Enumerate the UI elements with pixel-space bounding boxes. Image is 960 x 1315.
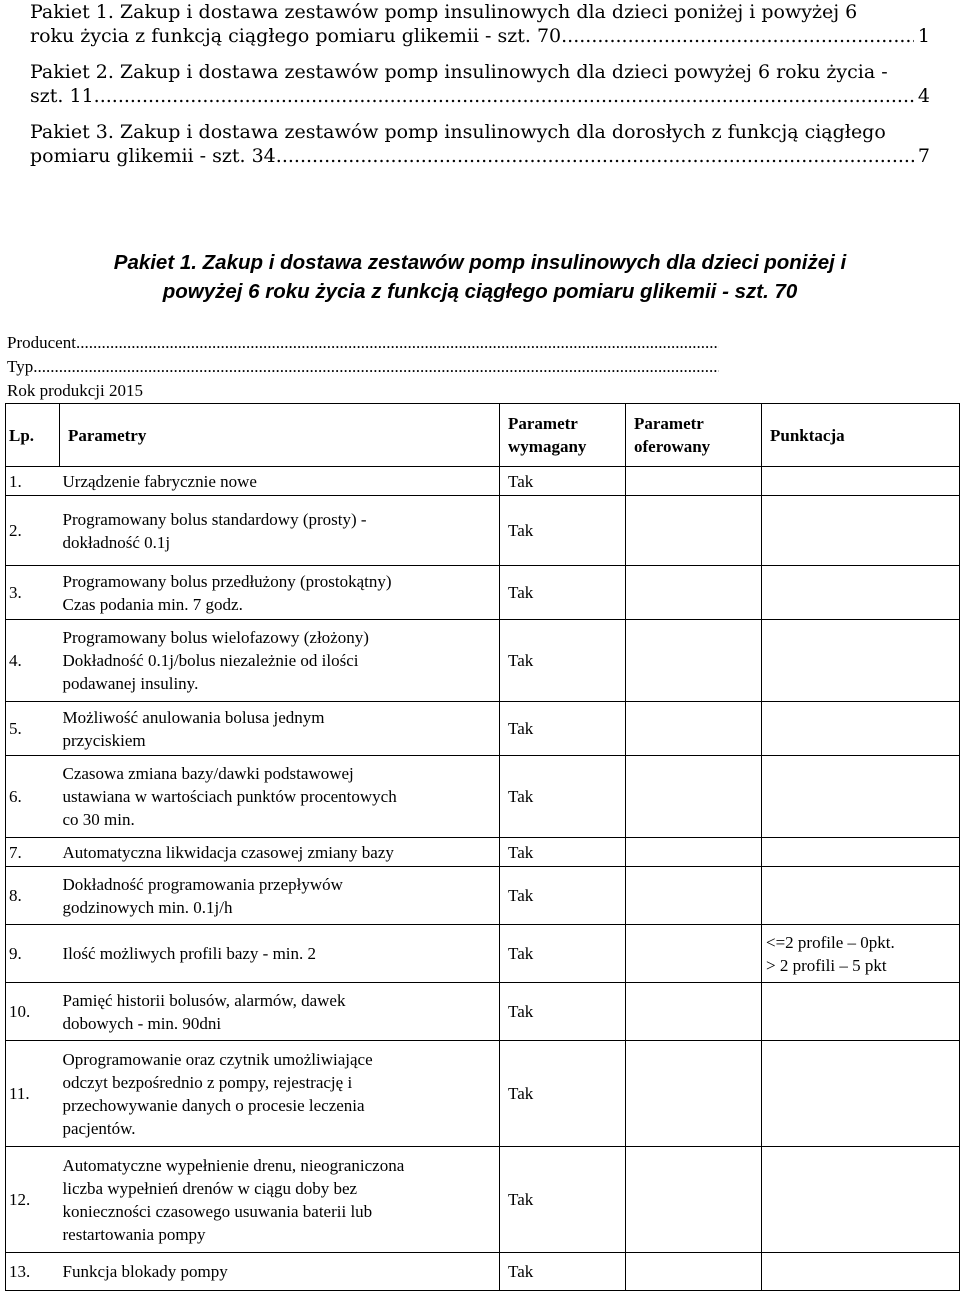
cell-parametr-oferowany[interactable] bbox=[626, 496, 762, 566]
toc-page-number: 1 bbox=[917, 25, 930, 47]
cell-text-line: Czas podania min. 7 godz. bbox=[62, 594, 243, 614]
cell-text-line: Automatyczna likwidacja czasowej zmiany bazy bbox=[62, 842, 394, 862]
table-row bbox=[6, 620, 960, 702]
cell-text-line: przechowywanie danych o procesie leczenia bbox=[62, 1095, 365, 1115]
cell-parametry bbox=[60, 467, 500, 496]
toc-dot-leader bbox=[561, 24, 914, 48]
table-row bbox=[6, 1253, 960, 1291]
cell-parametr-wymagany: Tak bbox=[500, 467, 626, 496]
cell-parametr-wymagany: Tak bbox=[500, 566, 626, 620]
cell-lp: 2. bbox=[6, 496, 60, 566]
cell-parametr-oferowany[interactable] bbox=[626, 983, 762, 1041]
cell-text-line: godzinowych min. 0.1j/h bbox=[62, 897, 233, 917]
cell-parametry bbox=[60, 1041, 500, 1147]
toc-entry-text-line: szt. 11 bbox=[30, 85, 94, 107]
cell-parametr-wymagany: Tak bbox=[500, 702, 626, 756]
cell-text-line: przyciskiem bbox=[62, 730, 146, 750]
cell-parametr-wymagany: Tak bbox=[500, 983, 626, 1041]
cell-parametr-oferowany[interactable] bbox=[626, 756, 762, 838]
cell-text-line: liczba wypełnień drenów w ciągu doby bez bbox=[62, 1178, 358, 1198]
cell-text-line: Oprogramowanie oraz czytnik umożliwiające bbox=[62, 1049, 373, 1069]
cell-text-line: Dokładność programowania przepływów bbox=[62, 874, 343, 894]
cell-parametr-oferowany[interactable] bbox=[626, 925, 762, 983]
cell-punktacja bbox=[762, 983, 960, 1041]
cell-text-line: dobowych - min. 90dni bbox=[62, 1013, 222, 1033]
cell-parametr-oferowany[interactable] bbox=[626, 1147, 762, 1253]
toc-dot-leader bbox=[276, 144, 914, 168]
cell-punktacja bbox=[762, 838, 960, 867]
cell-parametr-wymagany: Tak bbox=[500, 867, 626, 925]
table-row bbox=[6, 983, 960, 1041]
cell-parametr-oferowany[interactable] bbox=[626, 702, 762, 756]
section-heading-line: powyżej 6 roku życia z funkcją ciągłego pomiaru glikemii - szt. 70 bbox=[162, 280, 798, 303]
cell-parametr-wymagany: Tak bbox=[500, 496, 626, 566]
cell-parametr-wymagany: Tak bbox=[500, 1253, 626, 1291]
cell-parametr-wymagany: Tak bbox=[500, 838, 626, 867]
cell-parametr-oferowany[interactable] bbox=[626, 867, 762, 925]
section-heading-line: Pakiet 1. Zakup i dostawa zestawów pomp insulinowych dla dzieci poniżej i bbox=[113, 251, 847, 274]
table-row bbox=[6, 925, 960, 983]
cell-punktacja bbox=[762, 467, 960, 496]
cell-punktacja bbox=[762, 620, 960, 702]
table-row bbox=[6, 756, 960, 838]
cell-parametry bbox=[60, 925, 500, 983]
cell-text-line: > 2 profili – 5 pkt bbox=[766, 955, 887, 975]
header-text-line: Parametr bbox=[508, 414, 578, 433]
cell-punktacja bbox=[762, 1147, 960, 1253]
header-punktacja bbox=[762, 404, 960, 467]
toc-entry-pakiet-1[interactable] bbox=[30, 0, 930, 48]
cell-text-line: restartowania pompy bbox=[62, 1224, 206, 1244]
cell-text-line: co 30 min. bbox=[62, 810, 135, 829]
cell-lp: 12. bbox=[6, 1147, 60, 1253]
cell-lp: 6. bbox=[6, 756, 60, 838]
toc-entry-pakiet-2[interactable] bbox=[30, 60, 930, 108]
toc-entry-text-line: Pakiet 3. Zakup i dostawa zestawów pomp insulinowych dla dorosłych z funkcją ciągłego bbox=[30, 121, 886, 143]
meta-producent-label: Producent bbox=[7, 333, 76, 352]
cell-parametry bbox=[60, 702, 500, 756]
cell-text-line: Programowany bolus standardowy (prosty) - bbox=[62, 509, 367, 529]
cell-lp: 11. bbox=[6, 1041, 60, 1147]
cell-punktacja bbox=[762, 566, 960, 620]
cell-parametry bbox=[60, 838, 500, 867]
cell-punktacja bbox=[762, 867, 960, 925]
cell-text-line: konieczności czasowego usuwania baterii lub bbox=[62, 1201, 373, 1221]
cell-text-line: podawanej insuliny. bbox=[62, 674, 199, 693]
cell-parametr-oferowany[interactable] bbox=[626, 566, 762, 620]
cell-lp: 7. bbox=[6, 838, 60, 867]
cell-parametr-wymagany: Tak bbox=[500, 756, 626, 838]
cell-parametr-wymagany: Tak bbox=[500, 925, 626, 983]
toc-page-number: 4 bbox=[917, 85, 930, 107]
cell-parametry bbox=[60, 983, 500, 1041]
cell-text-line: Czasowa zmiana bazy/dawki podstawowej bbox=[62, 764, 354, 783]
cell-parametry bbox=[60, 1147, 500, 1253]
table-row bbox=[6, 838, 960, 867]
cell-parametr-oferowany[interactable] bbox=[626, 467, 762, 496]
toc-page-number: 7 bbox=[917, 145, 930, 167]
cell-text-line: Programowany bolus przedłużony (prostokątny) bbox=[62, 571, 392, 591]
meta-typ bbox=[7, 356, 719, 378]
cell-punktacja bbox=[762, 756, 960, 838]
cell-text-line: <=2 profile – 0pkt. bbox=[766, 932, 895, 952]
cell-punktacja bbox=[762, 702, 960, 756]
cell-lp: 10. bbox=[6, 983, 60, 1041]
cell-text-line: odczyt bezpośrednio z pompy, rejestrację i bbox=[62, 1072, 353, 1092]
cell-text-line: Możliwość anulowania bolusa jednym bbox=[62, 707, 325, 727]
cell-parametr-oferowany[interactable] bbox=[626, 838, 762, 867]
toc-entry-text-line: Pakiet 2. Zakup i dostawa zestawów pomp insulinowych dla dzieci powyżej 6 roku życia - bbox=[30, 61, 888, 83]
cell-parametr-oferowany[interactable] bbox=[626, 1253, 762, 1291]
cell-punktacja bbox=[762, 1253, 960, 1291]
table-row bbox=[6, 867, 960, 925]
cell-lp: 1. bbox=[6, 467, 60, 496]
header-text-line: Parametr bbox=[634, 414, 704, 433]
cell-parametr-oferowany[interactable] bbox=[626, 620, 762, 702]
cell-lp: 9. bbox=[6, 925, 60, 983]
cell-parametr-oferowany[interactable] bbox=[626, 1041, 762, 1147]
meta-typ-label: Typ bbox=[7, 357, 34, 376]
meta-dot-leader bbox=[33, 356, 719, 378]
cell-lp: 4. bbox=[6, 620, 60, 702]
cell-parametry bbox=[60, 1253, 500, 1291]
cell-parametry bbox=[60, 496, 500, 566]
cell-text-line: Funkcja blokady pompy bbox=[62, 1262, 228, 1281]
cell-lp: 13. bbox=[6, 1253, 60, 1291]
header-lp: Lp. bbox=[6, 404, 60, 467]
header-text-line: oferowany bbox=[634, 437, 711, 456]
cell-text-line: pacjentów. bbox=[62, 1118, 136, 1138]
cell-parametry bbox=[60, 756, 500, 838]
cell-punktacja bbox=[762, 496, 960, 566]
toc-entry-pakiet-3[interactable] bbox=[30, 120, 930, 168]
cell-lp: 3. bbox=[6, 566, 60, 620]
header-text-line: wymagany bbox=[508, 437, 587, 456]
table-row bbox=[6, 467, 960, 496]
cell-text-line: Programowany bolus wielofazowy (złożony) bbox=[62, 628, 369, 647]
section-heading bbox=[30, 248, 930, 306]
cell-text-line: Urządzenie fabrycznie nowe bbox=[62, 471, 257, 491]
table-row bbox=[6, 1147, 960, 1253]
cell-lp: 5. bbox=[6, 702, 60, 756]
header-parametry-label: Parametry bbox=[68, 425, 147, 445]
cell-parametry bbox=[60, 620, 500, 702]
toc-entry-text-line: pomiaru glikemii - szt. 34 bbox=[30, 145, 276, 167]
header-parametr-wymagany bbox=[500, 404, 626, 467]
cell-text-line: ustawiana w wartościach punktów procentowych bbox=[62, 787, 397, 806]
cell-text-line: Automatyczne wypełnienie drenu, nieograniczona bbox=[62, 1155, 405, 1175]
cell-text-line: Pamięć historii bolusów, alarmów, dawek bbox=[62, 990, 346, 1010]
table-row bbox=[6, 496, 960, 566]
header-parametry bbox=[60, 404, 500, 467]
cell-parametr-wymagany: Tak bbox=[500, 1041, 626, 1147]
cell-text-line: dokładność 0.1j bbox=[62, 532, 171, 552]
cell-text-line: Ilość możliwych profili bazy - min. 2 bbox=[62, 944, 317, 963]
meta-dot-leader bbox=[76, 332, 719, 354]
meta-rok-produkcji: Rok produkcji 2015 bbox=[7, 381, 143, 400]
table-of-contents bbox=[30, 0, 930, 168]
table-row bbox=[6, 566, 960, 620]
meta-producent bbox=[7, 332, 719, 354]
cell-lp: 8. bbox=[6, 867, 60, 925]
header-parametr-oferowany bbox=[626, 404, 762, 467]
table-row bbox=[6, 702, 960, 756]
cell-parametr-wymagany: Tak bbox=[500, 620, 626, 702]
toc-dot-leader bbox=[94, 84, 914, 108]
cell-parametr-wymagany: Tak bbox=[500, 1147, 626, 1253]
cell-parametry bbox=[60, 867, 500, 925]
toc-entry-text-line: Pakiet 1. Zakup i dostawa zestawów pomp insulinowych dla dzieci poniżej i powyżej 6 bbox=[30, 1, 858, 23]
cell-punktacja bbox=[762, 1041, 960, 1147]
table-row bbox=[6, 1041, 960, 1147]
cell-parametry bbox=[60, 566, 500, 620]
cell-text-line: Dokładność 0.1j/bolus niezależnie od ilości bbox=[62, 651, 359, 670]
parameters-table bbox=[5, 403, 960, 1291]
cell-punktacja bbox=[762, 925, 960, 983]
toc-entry-text-line: roku życia z funkcją ciągłego pomiaru glikemii - szt. 70 bbox=[30, 25, 562, 47]
table-header-row bbox=[6, 404, 960, 467]
header-punktacja-label: Punktacja bbox=[770, 425, 845, 445]
